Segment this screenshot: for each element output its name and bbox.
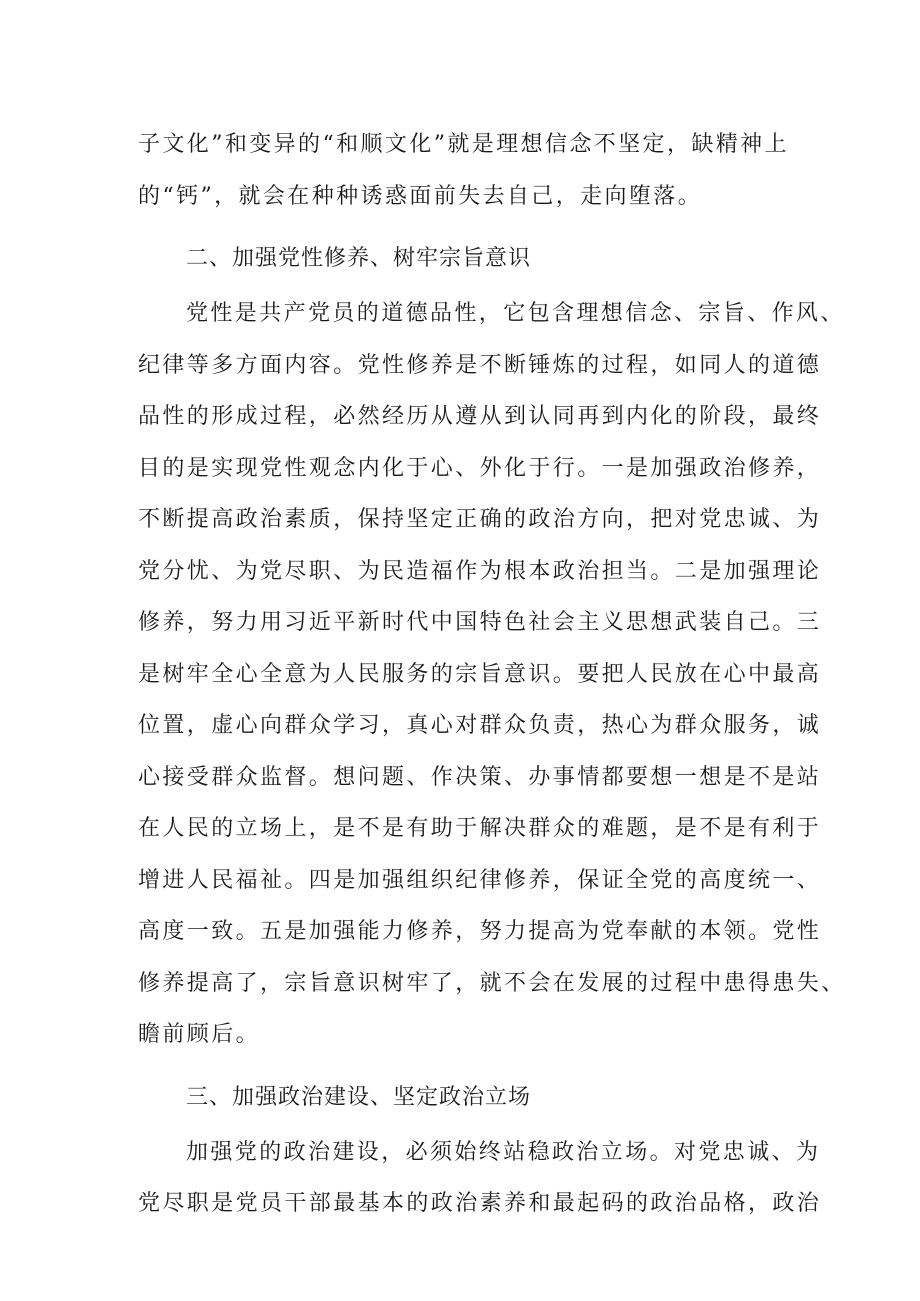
section-2-heading: 二、加强党性修养、树牢宗旨意识 xyxy=(186,246,532,271)
section-2-line: 不断提高政治素质，保持坚定正确的政治方向，把对党忠诚、为 xyxy=(138,507,822,532)
section-2-line: 在人民的立场上，是不是有助于解决群众的难题，是不是有利于 xyxy=(138,816,822,841)
section-2-line: 目的是实现党性观念内化于心、外化于行。一是加强政治修养， xyxy=(138,455,822,481)
section-2-line: 党性是共产党员的道德品性，它包含理想信念、宗旨、作风、 xyxy=(186,301,845,326)
section-2-line: 位置，虚心向群众学习，真心对群众负责，热心为群众服务，诚 xyxy=(138,713,822,738)
section-2-line: 品性的形成过程，必然经历从遵从到认同再到内化的阶段，最终 xyxy=(138,404,822,429)
intro-line-1: 子文化”和变异的“和顺文化”就是理想信念不坚定，缺精神上 xyxy=(138,132,789,157)
section-2-line: 纪律等多方面内容。党性修养是不断锤炼的过程，如同人的道德 xyxy=(138,352,822,378)
section-3-heading: 三、加强政治建设、坚定政治立场 xyxy=(186,1084,532,1110)
section-2-line: 修养提高了，宗旨意识树牢了，就不会在发展的过程中患得患失、 xyxy=(138,970,846,996)
document-page xyxy=(138,119,846,1230)
section-2-line: 党分忧、为党尽职、为民造福作为根本政治担当。二是加强理论 xyxy=(138,558,822,584)
section-2-line: 修养，努力用习近平新时代中国特色社会主义思想武装自己。三 xyxy=(138,610,822,635)
section-2-line: 增进人民福祉。四是加强组织纪律修养，保证全党的高度统一、 xyxy=(138,867,822,893)
section-2-line: 心接受群众监督。想问题、作决策、办事情都要想一想是不是站 xyxy=(138,764,822,790)
intro-line-2: 的“钙”，就会在种种诱惑面前失去自己，走向堕落。 xyxy=(138,183,703,209)
section-2-line: 瞻前顾后。 xyxy=(138,1022,261,1047)
section-2-line: 高度一致。五是加强能力修养，努力提高为党奉献的本领。党性 xyxy=(138,919,822,944)
section-3-line: 党尽职是党员干部最基本的政治素养和最起码的政治品格，政治 xyxy=(138,1191,822,1216)
section-2-line: 是树牢全心全意为人民服务的宗旨意识。要把人民放在心中最高 xyxy=(138,661,822,687)
section-3-line: 加强党的政治建设，必须始终站稳政治立场。对党忠诚、为 xyxy=(186,1139,821,1165)
